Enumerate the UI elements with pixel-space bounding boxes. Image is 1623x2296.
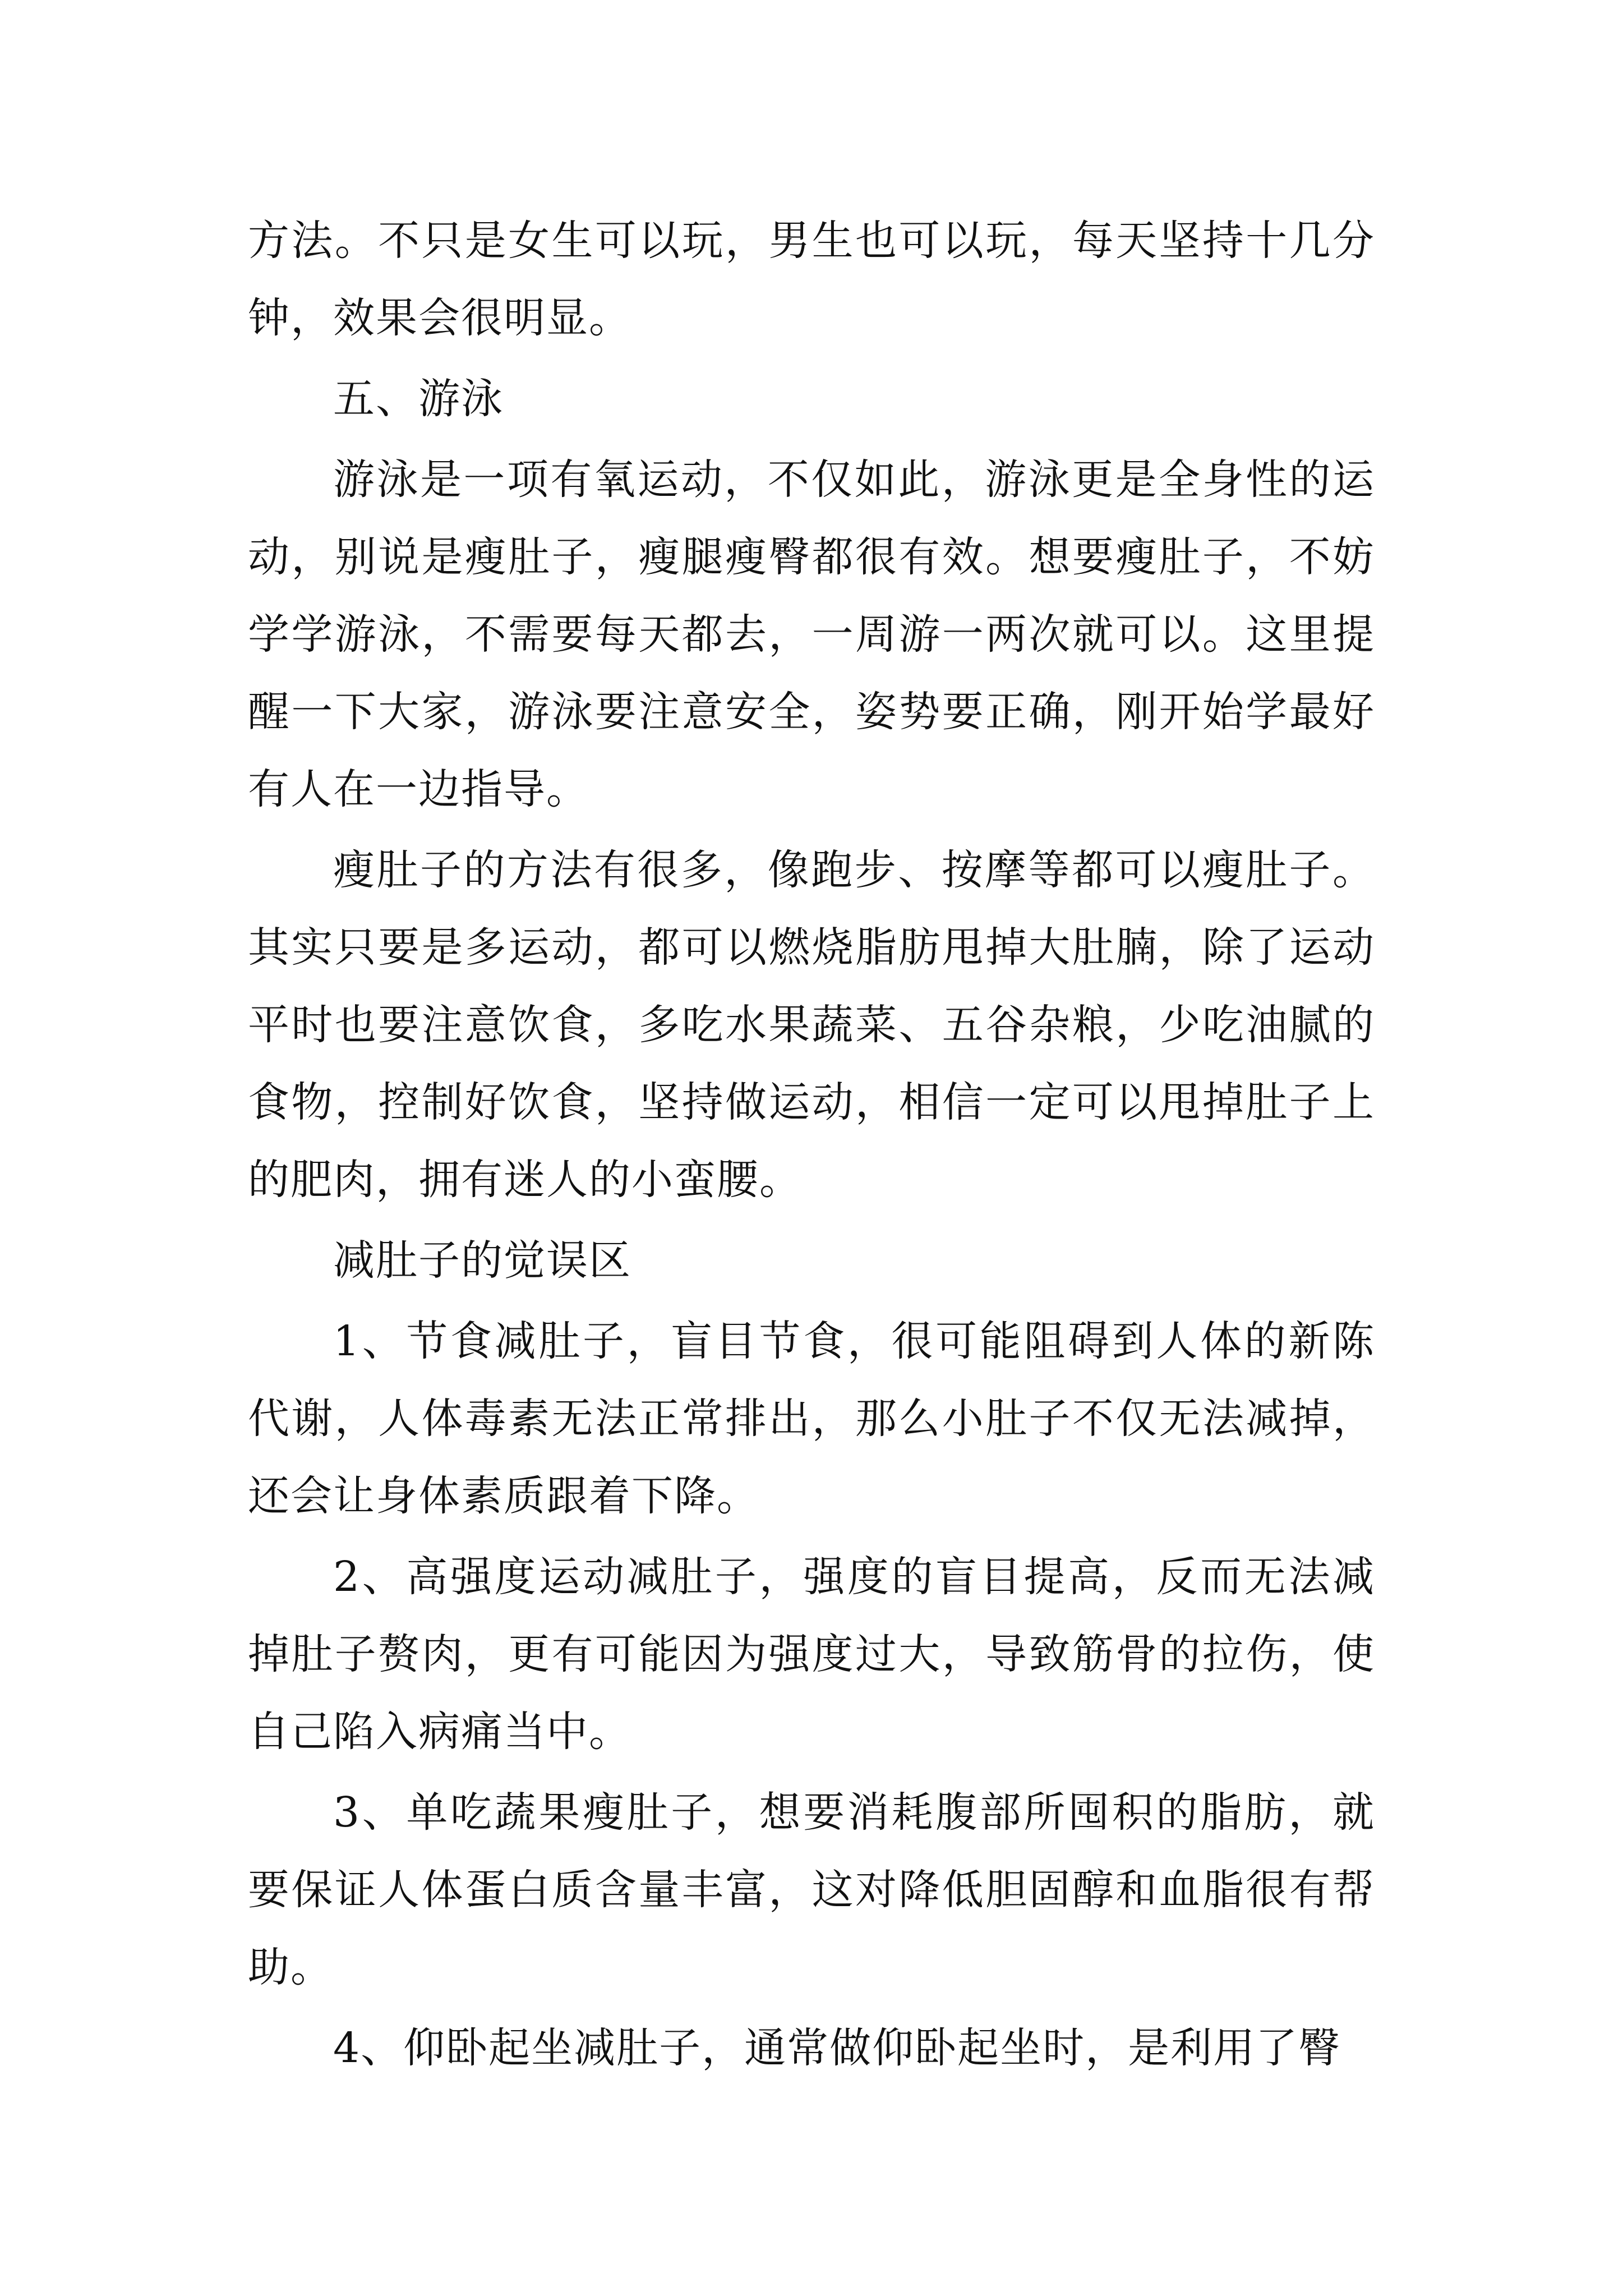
paragraph-swimming: 游泳是一项有氧运动，不仅如此，游泳更是全身性的运动，别说是瘦肚子，瘦腿瘦臀都很有效。想要瘦肚子，不妨学学游泳，不需要每天都去，一周游一两次就可以。这里提醒一下大家，游泳要注意安全，姿势要正确，刚开始学最好有人在一边指导。 — [248, 455, 1375, 813]
list-item-1: 1、节食减肚子，盲目节食，很可能阻碍到人体的新陈代谢，人体毒素无法正常排出，那么小肚子不仅无法减掉，还会让身体素质跟着下降。 — [248, 1317, 1375, 1520]
list-item-3: 3、单吃蔬果瘦肚子，想要消耗腹部所囤积的脂肪，就要保证人体蛋白质含量丰富，这对降低胆固醇和血脂很有帮助。 — [248, 1788, 1375, 1991]
list-item-4: 4、仰卧起坐减肚子，通常做仰卧起坐时，是利用了臀 — [333, 2024, 1341, 2072]
list-item-2: 2、高强度运动减肚子，强度的盲目提高，反而无法减掉肚子赘肉，更有可能因为强度过大，导致筋骨的拉伤，使自己陷入病痛当中。 — [248, 1553, 1375, 1756]
document-body — [248, 202, 1375, 2090]
section-heading-swimming: 五、游泳 — [333, 375, 504, 423]
paragraph-1: 方法。不只是女生可以玩，男生也可以玩，每天坚持十几分钟，效果会很明显。 — [248, 217, 1375, 342]
paragraph-summary: 瘦肚子的方法有很多，像跑步、按摩等都可以瘦肚子。其实只要是多运动，都可以燃烧脂肪甩掉大肚腩，除了运动平时也要注意饮食，多吃水果蔬菜、五谷杂粮，少吃油腻的食物，控制好饮食，坚持做运动，相信一定可以甩掉肚子上的肥肉，拥有迷人的小蛮腰。 — [248, 846, 1375, 1204]
section-heading-misconceptions: 减肚子的觉误区 — [333, 1236, 631, 1285]
